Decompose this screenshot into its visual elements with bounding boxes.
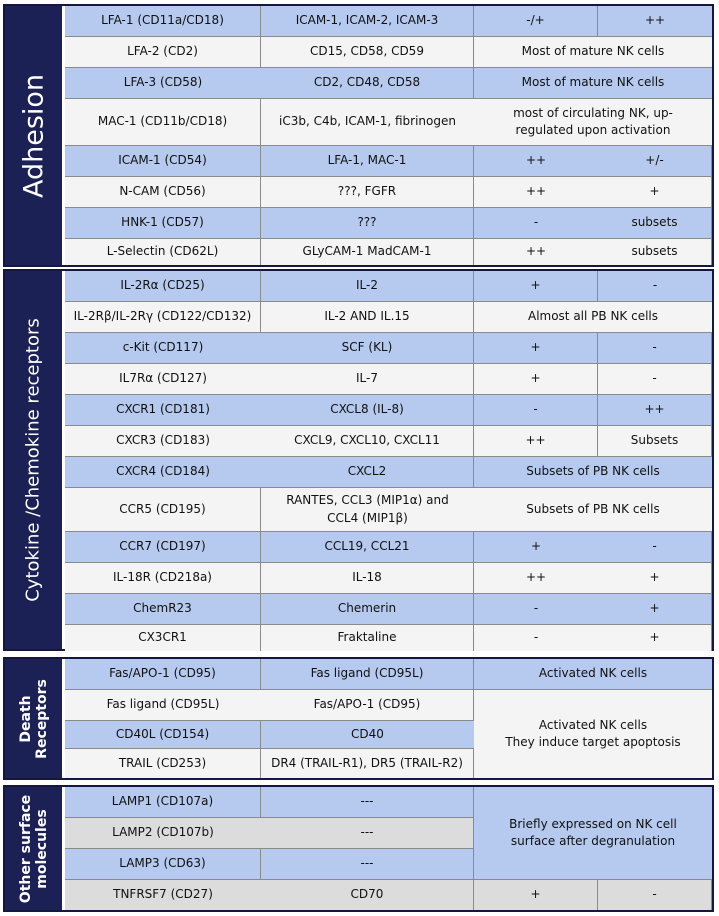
receptor-cell: c-Kit (CD117) bbox=[65, 333, 261, 364]
death-label-line2: Receptors bbox=[33, 678, 50, 759]
expression-cell: - bbox=[474, 395, 598, 426]
expression-cell: + bbox=[474, 532, 598, 563]
cytokine-section-label: Cytokine /Chemokine receptors bbox=[22, 318, 44, 602]
ligand-cell: IL-7 bbox=[261, 364, 474, 395]
receptor-cell: CCR7 (CD197) bbox=[65, 532, 261, 563]
ligand-cell: Fas ligand (CD95L) bbox=[261, 659, 474, 690]
receptor-cell: MAC-1 (CD11b/CD18) bbox=[65, 99, 261, 146]
expression-merged-cell: Most of mature NK cells bbox=[474, 37, 712, 68]
receptor-cell: LFA-1 (CD11a/CD18) bbox=[65, 6, 261, 37]
ligand-cell: ICAM-1, ICAM-2, ICAM-3 bbox=[261, 6, 474, 37]
expression-cell: - bbox=[598, 880, 712, 910]
other-label-line1: Other surface bbox=[17, 794, 34, 903]
expression-shared-cell: Briefly expressed on NK cell surface after degranulation bbox=[474, 787, 712, 880]
adhesion-section bbox=[3, 4, 714, 267]
ligand-cell: CD15, CD58, CD59 bbox=[261, 37, 474, 68]
expression-cell: - bbox=[598, 364, 712, 395]
expression-cell: - bbox=[474, 625, 598, 651]
death-section-label bbox=[17, 679, 49, 759]
receptor-cell: L-Selectin (CD62L) bbox=[65, 239, 261, 265]
ligand-cell: --- bbox=[261, 849, 474, 880]
ligand-cell: ??? bbox=[261, 208, 474, 239]
shared-expression-line2: They induce target apoptosis bbox=[505, 735, 681, 749]
ligand-cell: Fraktaline bbox=[261, 625, 474, 651]
ligand-cell: DR4 (TRAIL-R1), DR5 (TRAIL-R2) bbox=[261, 749, 474, 778]
other-section-label bbox=[17, 794, 49, 902]
receptor-cell: HNK-1 (CD57) bbox=[65, 208, 261, 239]
ligand-cell: SCF (KL) bbox=[261, 333, 474, 364]
receptor-cell: CCR5 (CD195) bbox=[65, 488, 261, 532]
receptor-cell: CD40L (CD154) bbox=[65, 721, 261, 749]
expression-merged-cell: Most of mature NK cells bbox=[474, 68, 712, 99]
adhesion-table bbox=[65, 6, 712, 265]
expression-cell: ++ bbox=[474, 426, 598, 457]
receptor-cell: LAMP1 (CD107a) bbox=[65, 787, 261, 818]
expression-cell: Subsets bbox=[598, 426, 712, 457]
receptor-cell: TNFRSF7 (CD27) bbox=[65, 880, 261, 910]
receptor-cell: IL-2Rβ/IL-2Rγ (CD122/CD132) bbox=[65, 302, 261, 333]
ligand-cell: iC3b, C4b, ICAM-1, fibrinogen bbox=[261, 99, 474, 146]
ligand-cell: IL-18 bbox=[261, 563, 474, 594]
expression-merged-cell: Subsets of PB NK cells bbox=[474, 488, 712, 532]
expression-cell: subsets bbox=[598, 239, 712, 265]
ligand-cell: IL-2 AND IL.15 bbox=[261, 302, 474, 333]
receptor-cell: IL-2Rα (CD25) bbox=[65, 271, 261, 302]
ligand-cell: GLyCAM-1 MadCAM-1 bbox=[261, 239, 474, 265]
expression-cell: - bbox=[598, 333, 712, 364]
shared-expression-line1: Activated NK cells bbox=[538, 717, 648, 732]
receptor-cell: IL-18R (CD218a) bbox=[65, 563, 261, 594]
expression-cell: + bbox=[474, 333, 598, 364]
expression-cell: - bbox=[474, 208, 598, 239]
receptor-cell: LAMP2 (CD107b) bbox=[65, 818, 261, 849]
death-table bbox=[65, 659, 712, 778]
expression-cell: ++ bbox=[474, 563, 598, 594]
ligand-cell: CD2, CD48, CD58 bbox=[261, 68, 474, 99]
expression-cell: ++ bbox=[474, 177, 598, 208]
receptor-cell: ChemR23 bbox=[65, 594, 261, 625]
expression-merged-cell: Subsets of PB NK cells bbox=[474, 457, 712, 488]
receptor-cell: LAMP3 (CD63) bbox=[65, 849, 261, 880]
expression-cell: - bbox=[598, 271, 712, 302]
receptor-cell: CXCR3 (CD183) bbox=[65, 426, 261, 457]
expression-merged-cell: most of circulating NK, up-regulated upon activation bbox=[474, 99, 712, 146]
expression-cell: + bbox=[598, 177, 712, 208]
expression-merged-cell: Almost all PB NK cells bbox=[474, 302, 712, 333]
death-receptors-section bbox=[3, 657, 714, 780]
receptor-cell: LFA-3 (CD58) bbox=[65, 68, 261, 99]
ligand-cell: Fas/APO-1 (CD95) bbox=[261, 690, 474, 721]
ligand-cell: CXCL9, CXCL10, CXCL11 bbox=[261, 426, 474, 457]
expression-cell: ++ bbox=[474, 146, 598, 177]
expression-cell: + bbox=[474, 271, 598, 302]
expression-cell: + bbox=[474, 364, 598, 395]
receptor-cell: IL7Rα (CD127) bbox=[65, 364, 261, 395]
other-label-line2: molecules bbox=[33, 808, 50, 889]
death-side-panel bbox=[5, 659, 62, 778]
other-molecules-section bbox=[3, 785, 714, 912]
ligand-cell: CD70 bbox=[261, 880, 474, 910]
receptor-cell: N-CAM (CD56) bbox=[65, 177, 261, 208]
receptor-cell: CXCR4 (CD184) bbox=[65, 457, 261, 488]
receptor-cell: CX3CR1 bbox=[65, 625, 261, 651]
ligand-cell: CCL19, CCL21 bbox=[261, 532, 474, 563]
expression-cell: + bbox=[474, 880, 598, 910]
expression-cell: +/- bbox=[598, 146, 712, 177]
adhesion-side-panel bbox=[5, 6, 62, 265]
ligand-cell: CD40 bbox=[261, 721, 474, 749]
receptor-cell: ICAM-1 (CD54) bbox=[65, 146, 261, 177]
expression-shared-cell bbox=[474, 690, 712, 778]
ligand-cell: CXCL2 bbox=[261, 457, 474, 488]
ligand-cell: ???, FGFR bbox=[261, 177, 474, 208]
expression-cell: subsets bbox=[598, 208, 712, 239]
cytokine-section bbox=[3, 269, 714, 651]
expression-merged-cell: Activated NK cells bbox=[474, 659, 712, 690]
ligand-cell: CXCL8 (IL-8) bbox=[261, 395, 474, 426]
other-table bbox=[65, 787, 712, 910]
cytokine-side-panel bbox=[5, 271, 62, 649]
receptor-cell: TRAIL (CD253) bbox=[65, 749, 261, 778]
expression-cell: + bbox=[598, 563, 712, 594]
ligand-cell: RANTES, CCL3 (MIP1α) and CCL4 (MIP1β) bbox=[261, 488, 474, 532]
expression-cell: ++ bbox=[474, 239, 598, 265]
expression-cell: + bbox=[598, 625, 712, 651]
ligand-cell: --- bbox=[261, 818, 474, 849]
receptor-cell: CXCR1 (CD181) bbox=[65, 395, 261, 426]
receptor-cell: Fas ligand (CD95L) bbox=[65, 690, 261, 721]
expression-cell: - bbox=[474, 594, 598, 625]
receptor-cell: LFA-2 (CD2) bbox=[65, 37, 261, 68]
expression-cell: - bbox=[598, 532, 712, 563]
expression-cell: ++ bbox=[598, 6, 712, 37]
ligand-cell: --- bbox=[261, 787, 474, 818]
adhesion-section-label: Adhesion bbox=[17, 73, 49, 198]
receptor-cell: Fas/APO-1 (CD95) bbox=[65, 659, 261, 690]
expression-cell: -/+ bbox=[474, 6, 598, 37]
cytokine-table bbox=[65, 271, 712, 649]
other-side-panel bbox=[5, 787, 62, 910]
expression-cell: + bbox=[598, 594, 712, 625]
ligand-cell: LFA-1, MAC-1 bbox=[261, 146, 474, 177]
ligand-cell: Chemerin bbox=[261, 594, 474, 625]
expression-cell: ++ bbox=[598, 395, 712, 426]
death-label-line1: Death bbox=[17, 694, 34, 743]
ligand-cell: IL-2 bbox=[261, 271, 474, 302]
